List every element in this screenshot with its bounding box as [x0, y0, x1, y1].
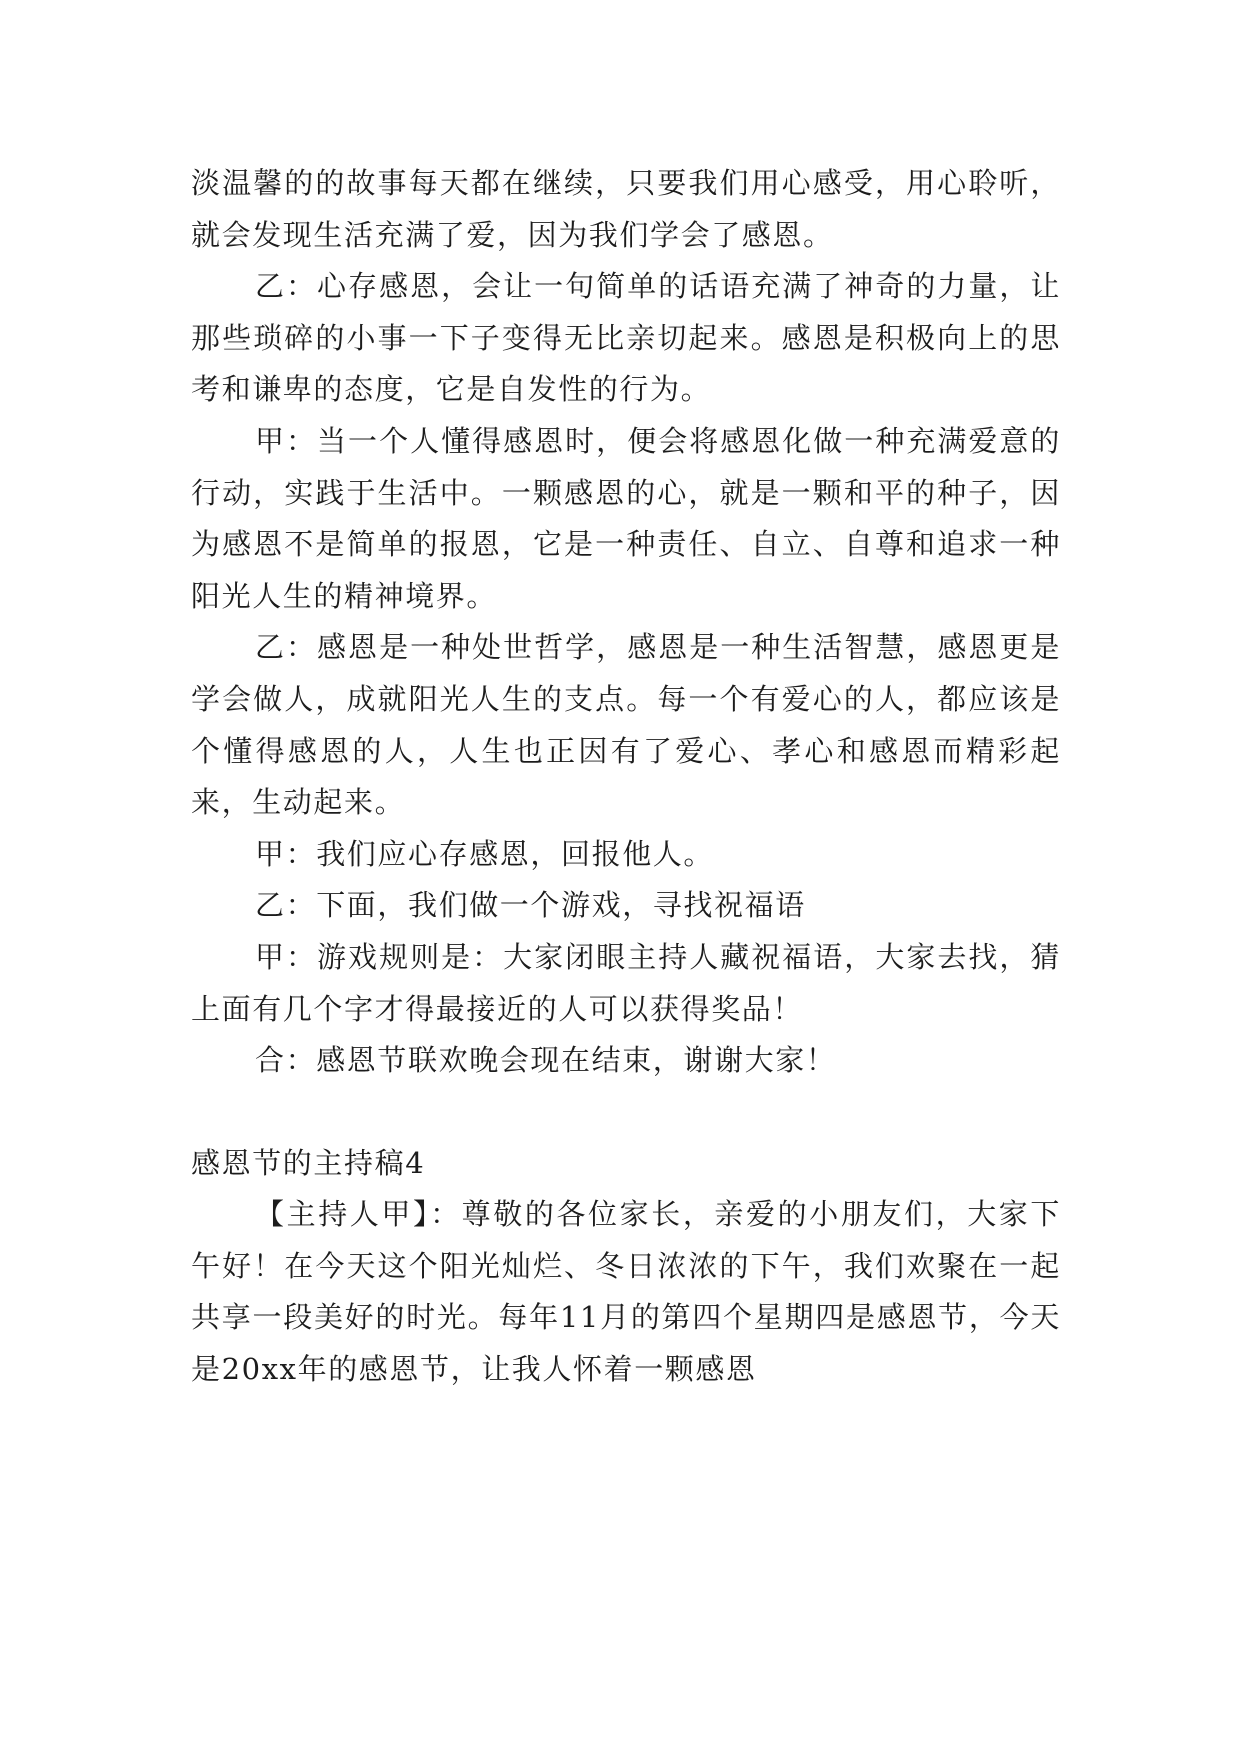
paragraph-jia-1: 甲：当一个人懂得感恩时，便会将感恩化做一种充满爱意的行动，实践于生活中。一颗感恩的心，就是一颗和平的种子，因为感恩不是简单的报恩，它是一种责任、自立、自尊和追求一种阳光人生的精神境界。 [191, 423, 1061, 613]
paragraph-host-a-1: 【主持人甲】：尊敬的各位家长，亲爱的小朋友们，大家下午好！在今天这个阳光灿烂、冬日浓浓的下午，我们欢聚在一起共享一段美好的时光。每年11月的第四个星期四是感恩节，今天是20xx年的感恩节，让我人怀着一颗感恩 [191, 1197, 1061, 1387]
paragraph-jia-2: 甲：我们应心存感恩，回报他人。 [255, 836, 715, 871]
section-title: 感恩节的主持稿4 [191, 1145, 426, 1180]
paragraph-he-1: 合：感恩节联欢晚会现在结束，谢谢大家！ [255, 1043, 837, 1078]
paragraph-jia-3: 甲：游戏规则是：大家闭眼主持人藏祝福语，大家去找，猜上面有几个字才得最接近的人可以获得奖品！ [191, 939, 1061, 1026]
document-body [191, 158, 1061, 1396]
paragraph-yi-2: 乙：感恩是一种处世哲学，感恩是一种生活智慧，感恩更是学会做人，成就阳光人生的支点。每一个有爱心的人，都应该是个懂得感恩的人，人生也正因有了爱心、孝心和感恩而精彩起来，生动起来。 [191, 630, 1061, 820]
paragraph-yi-1: 乙：心存感恩，会让一句简单的话语充满了神奇的力量，让那些琐碎的小事一下子变得无比亲切起来。感恩是积极向上的思考和谦卑的态度，它是自发性的行为。 [191, 269, 1061, 407]
paragraph-continuation: 淡温馨的的故事每天都在继续，只要我们用心感受，用心聆听，就会发现生活充满了爱，因为我们学会了感恩。 [191, 166, 1061, 252]
paragraph-yi-3: 乙：下面，我们做一个游戏，寻找祝福语 [255, 888, 806, 923]
